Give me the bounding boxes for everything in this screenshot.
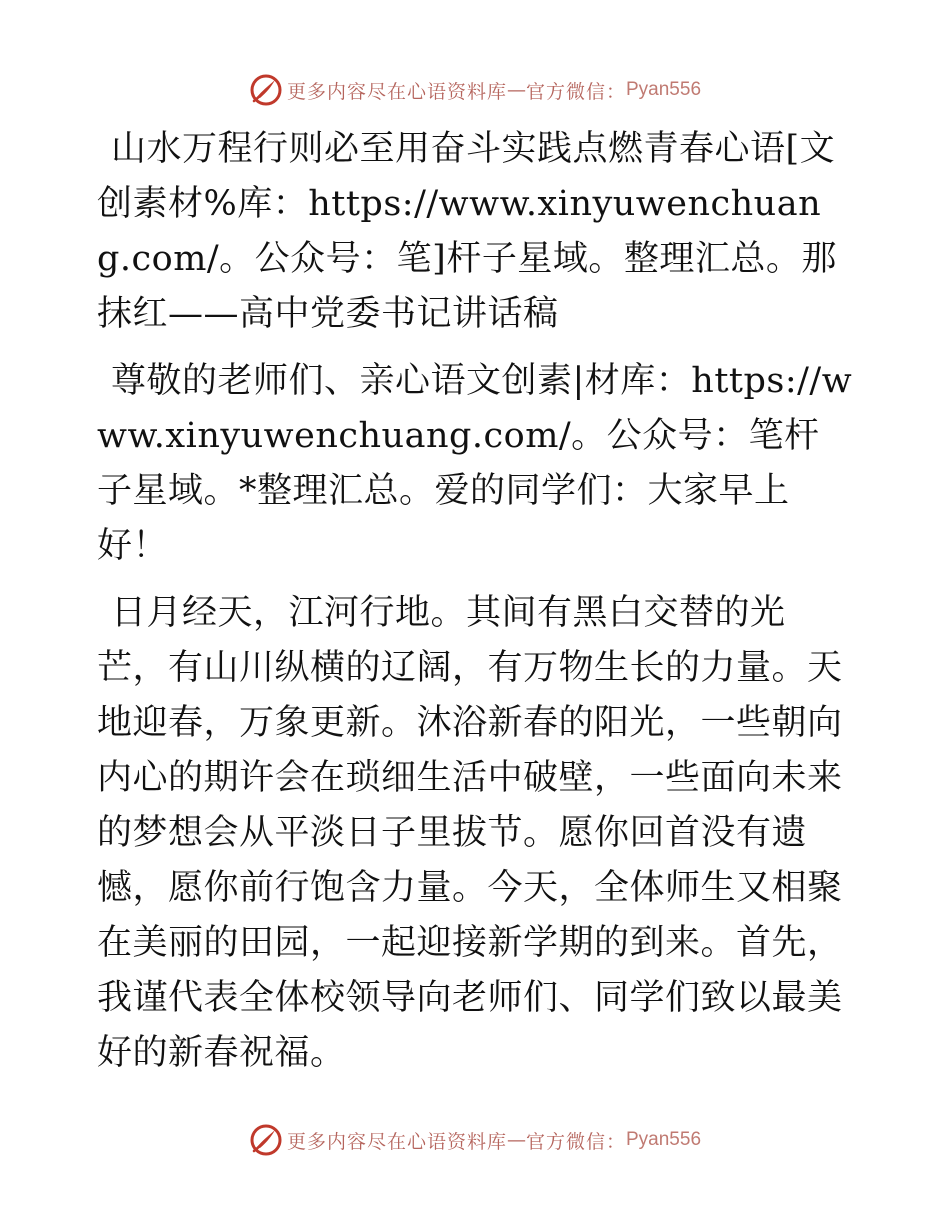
paragraph-body: 日月经天，江河行地。其间有黑白交替的光芒，有山川纵横的辽阔，有万物生长的力量。天地迎春，万象更新。沐浴新春的阳光，一些朝向内心的期许会在琐细生活中破壁，一些面向未来的梦想会从平淡日子里拔节。愿你回首没有遗憾，愿你前行饱含力量。今天，全体师生又相聚在美丽的田园，一起迎接新学期的到来。首先，我谨代表全体校领导向老师们、同学们致以最美好的新春祝福。 [97,593,843,1073]
footer-account-id: Pyan556 [626,1129,702,1150]
footer-watermark [0,1120,950,1160]
paragraph-title: 山水万程行则必至用奋斗实践点燃青春心语[文创素材%库：https://www.xinyuwenchuang.com/。公众号：笔]杆子星域。整理汇总。那抹红——高中党委书记讲话稿 [97,129,837,334]
header-separator: — [506,79,526,101]
quill-logo-icon [249,1123,283,1157]
quill-logo-icon [249,73,283,107]
document-body [97,122,853,1093]
paragraph-greeting: 尊敬的老师们、亲心语文创素|材库：https://www.xinyuwenchuang.com/。公众号：笔杆子星域。*整理汇总。爱的同学们：大家早上好！ [97,361,853,566]
footer-account-label: 官方微信： [525,1130,626,1153]
footer-separator: — [506,1129,526,1151]
header-brand: 更多内容尽在心语资料库 [286,80,507,103]
footer-brand: 更多内容尽在心语资料库 [286,1130,507,1153]
header-account-id: Pyan556 [626,79,702,100]
header-account-label: 官方微信： [525,80,626,103]
header-watermark [0,70,950,110]
